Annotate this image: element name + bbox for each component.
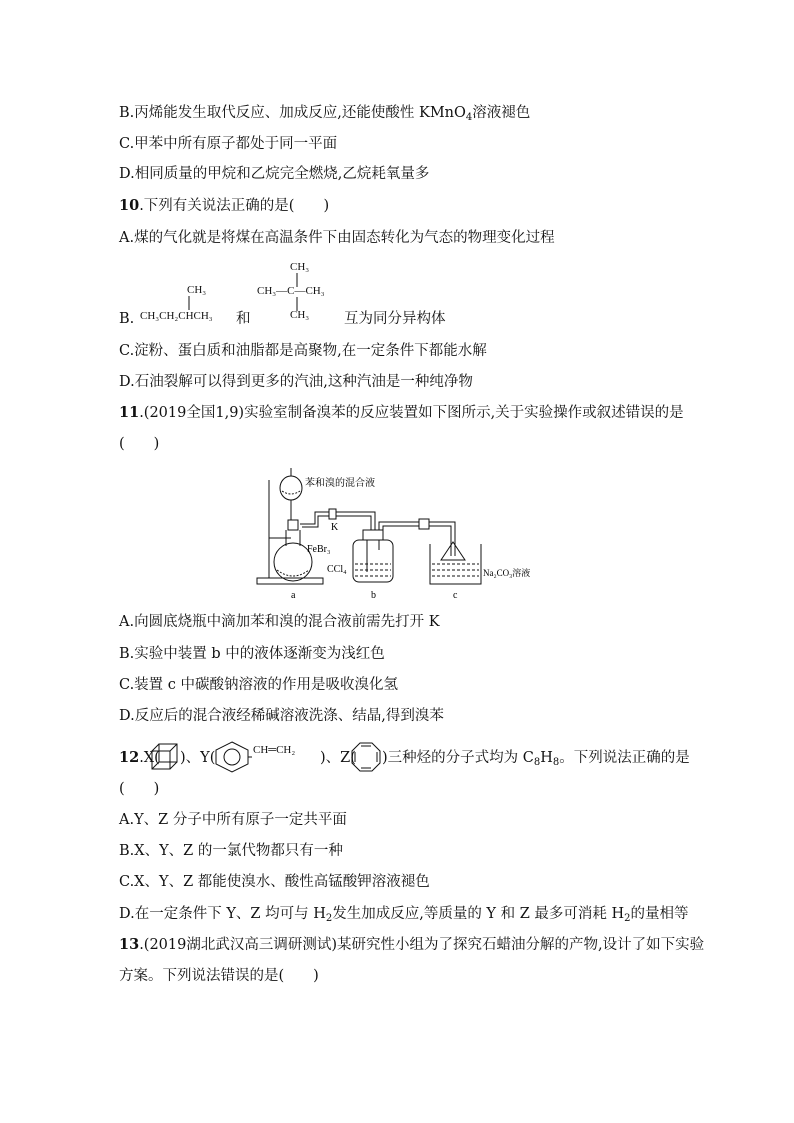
neopentane-middle: CH₃—C—CH₃ (257, 285, 325, 297)
methylbutane-methyl: CH₃ (187, 284, 207, 296)
q12-option-a: A.Y、Z 分子中所有原子一定共平面 (119, 812, 347, 828)
funnel-label: 苯和溴的混合液 (305, 478, 375, 489)
neopentane-top-methyl: CH₃ (290, 261, 310, 273)
q13-stem-cont: 方案。下列说法错误的是( ) (119, 968, 319, 984)
catalyst-label: FeBr₃ (307, 544, 331, 555)
q12-option-b: B.X、Y、Z 的一氯代物都只有一种 (119, 843, 343, 859)
styrene-ring (212, 740, 252, 774)
na2co3-label: Na₂CO₃溶液 (483, 568, 531, 578)
methylbutane-chain: CH₃CH₂CHCH₃ (140, 310, 213, 322)
separatory-funnel (280, 476, 302, 500)
q11-answer-paren: ( ) (119, 436, 160, 452)
neopentane-bottom-methyl: CH₃ (290, 309, 310, 321)
q12-option-c: C.X、Y、Z 都能使溴水、酸性高锰酸钾溶液褪色 (119, 874, 430, 890)
q11-option-b: B.实验中装置 b 中的液体逐渐变为浅红色 (119, 646, 385, 662)
label-b: b (371, 590, 376, 601)
label-c: c (453, 590, 458, 601)
valve-k (329, 509, 336, 519)
q11-stem: 11.(2019全国1,9)实验室制备溴苯的反应装置如下图所示,关于实验操作或叙述错误的是 (119, 404, 684, 421)
q12-stem-start: 12.X( (119, 749, 160, 766)
tube-b-to-c (379, 522, 455, 556)
label-a: a (291, 590, 296, 601)
q10-option-b-tail: 互为同分异构体 (344, 311, 446, 327)
q12-option-d: D.在一定条件下 Y、Z 均可与 $H_2$发生加成反应,等质量的 Y 和 Z 最多可消耗 $H_2$的量相等 (119, 906, 689, 924)
valve-k-label: K (331, 522, 339, 533)
styrene-vinyl: CH═CH₂ (253, 744, 296, 756)
q9-option-b: B.丙烯能发生取代反应、加成反应,还能使酸性 KMnO$_4$溶液褪色 (119, 105, 531, 123)
methylbutane-bond (184, 296, 194, 310)
q12-y-open: )、Y( (180, 750, 216, 766)
q12-z-open: )、Z( (320, 750, 356, 766)
q10-option-a: A.煤的气化就是将煤在高温条件下由固态转化为气态的物理变化过程 (119, 230, 555, 246)
cubane-structure (150, 742, 180, 772)
q10-option-b-prefix: B. (119, 311, 135, 327)
q13-stem: 13.(2019湖北武汉高三调研测试)某研究性小组为了探究石蜡油分解的产物,设计了如下实验 (119, 936, 705, 953)
q10-option-d: D.石油裂解可以得到更多的汽油,这种汽油是一种纯净物 (119, 374, 473, 390)
bromobenzene-apparatus-diagram (255, 460, 545, 605)
q11-option-a: A.向圆底烧瓶中滴加苯和溴的混合液前需先打开 K (119, 614, 440, 630)
cyclooctatetraene-structure (350, 741, 382, 773)
q9-option-c: C.甲苯中所有原子都处于同一平面 (119, 136, 338, 152)
q11-option-d: D.反应后的混合液经稀碱溶液洗涤、结晶,得到溴苯 (119, 708, 444, 724)
flask-a-stopper (288, 520, 298, 530)
ccl4-label: CCl₄ (327, 564, 347, 575)
q11-option-c: C.装置 c 中碳酸钠溶液的作用是吸收溴化氢 (119, 677, 399, 693)
q12-stem-end: )三种烃的分子式均为 $C_8H_8$。下列说法正确的是 (382, 750, 690, 768)
q10-stem: 10.下列有关说法正确的是( ) (119, 197, 330, 214)
q10-option-c: C.淀粉、蛋白质和油脂都是高聚物,在一定条件下都能水解 (119, 343, 487, 359)
q10-and: 和 (236, 311, 251, 327)
q9-option-d: D.相同质量的甲烷和乙烷完全燃烧,乙烷耗氧量多 (119, 166, 430, 182)
q12-answer-paren: ( ) (119, 781, 160, 797)
